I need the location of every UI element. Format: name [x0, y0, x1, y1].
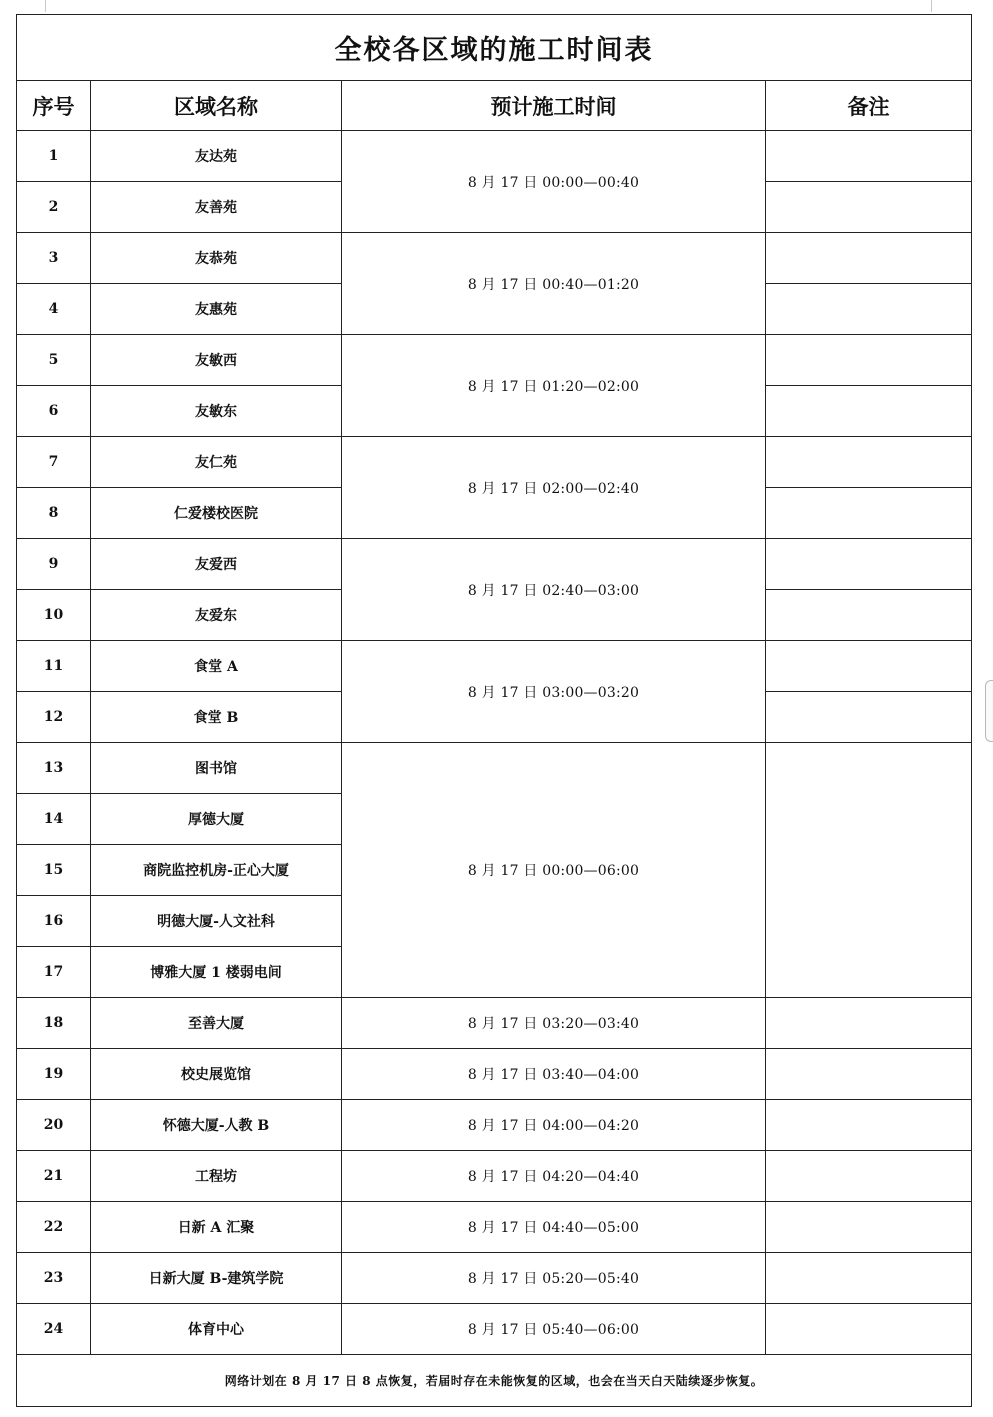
- table-row: [17, 1151, 972, 1202]
- area-cell: 怀德大厦-人教 B: [91, 1100, 342, 1151]
- area-cell: 仁爱楼校医院: [91, 488, 342, 539]
- table-row: [17, 539, 972, 590]
- seq-cell: 8: [17, 488, 91, 539]
- time-cell: 8 月 17 日 04:20—04:40: [342, 1151, 766, 1202]
- time-cell: 8 月 17 日 05:20—05:40: [342, 1253, 766, 1304]
- seq-cell: 3: [17, 233, 91, 284]
- schedule-table: [16, 14, 972, 1407]
- area-cell: 日新大厦 B-建筑学院: [91, 1253, 342, 1304]
- note-cell: [766, 284, 972, 335]
- area-cell: 厚德大厦: [91, 794, 342, 845]
- time-cell: 8 月 17 日 00:40—01:20: [342, 233, 766, 335]
- note-cell: [766, 743, 972, 998]
- seq-cell: 23: [17, 1253, 91, 1304]
- seq-cell: 14: [17, 794, 91, 845]
- note-cell: [766, 1049, 972, 1100]
- area-cell: 图书馆: [91, 743, 342, 794]
- area-cell: 友仁苑: [91, 437, 342, 488]
- area-cell: 食堂 B: [91, 692, 342, 743]
- header-seq: 序号: [17, 81, 91, 131]
- note-cell: [766, 1202, 972, 1253]
- seq-cell: 21: [17, 1151, 91, 1202]
- title-row: [17, 15, 972, 81]
- table-row: [17, 998, 972, 1049]
- area-cell: 食堂 A: [91, 641, 342, 692]
- note-cell: [766, 437, 972, 488]
- seq-cell: 6: [17, 386, 91, 437]
- time-cell: 8 月 17 日 04:40—05:00: [342, 1202, 766, 1253]
- side-scroll-handle[interactable]: [985, 680, 993, 742]
- seq-cell: 9: [17, 539, 91, 590]
- seq-cell: 1: [17, 131, 91, 182]
- ruler-mark: [931, 0, 932, 12]
- seq-cell: 7: [17, 437, 91, 488]
- time-cell: 8 月 17 日 04:00—04:20: [342, 1100, 766, 1151]
- note-cell: [766, 692, 972, 743]
- time-cell: 8 月 17 日 03:00—03:20: [342, 641, 766, 743]
- note-cell: [766, 488, 972, 539]
- area-cell: 商院监控机房-正心大厦: [91, 845, 342, 896]
- area-cell: 日新 A 汇聚: [91, 1202, 342, 1253]
- note-cell: [766, 182, 972, 233]
- area-cell: 博雅大厦 1 楼弱电间: [91, 947, 342, 998]
- time-cell: 8 月 17 日 00:00—00:40: [342, 131, 766, 233]
- time-cell: 8 月 17 日 02:40—03:00: [342, 539, 766, 641]
- header-time: 预计施工时间: [342, 81, 766, 131]
- seq-cell: 11: [17, 641, 91, 692]
- note-cell: [766, 386, 972, 437]
- area-cell: 友爱西: [91, 539, 342, 590]
- area-cell: 明德大厦-人文社科: [91, 896, 342, 947]
- time-cell: 8 月 17 日 02:00—02:40: [342, 437, 766, 539]
- area-cell: 友恭苑: [91, 233, 342, 284]
- area-cell: 友爱东: [91, 590, 342, 641]
- seq-cell: 16: [17, 896, 91, 947]
- table-row: [17, 1049, 972, 1100]
- seq-cell: 19: [17, 1049, 91, 1100]
- seq-cell: 20: [17, 1100, 91, 1151]
- seq-cell: 22: [17, 1202, 91, 1253]
- seq-cell: 12: [17, 692, 91, 743]
- table-title: 全校各区域的施工时间表: [17, 15, 972, 81]
- seq-cell: 5: [17, 335, 91, 386]
- time-cell: 8 月 17 日 03:20—03:40: [342, 998, 766, 1049]
- area-cell: 友敏东: [91, 386, 342, 437]
- note-cell: [766, 641, 972, 692]
- seq-cell: 15: [17, 845, 91, 896]
- note-cell: [766, 590, 972, 641]
- seq-cell: 17: [17, 947, 91, 998]
- note-cell: [766, 539, 972, 590]
- note-cell: [766, 1100, 972, 1151]
- note-cell: [766, 1151, 972, 1202]
- table-row: [17, 1253, 972, 1304]
- area-cell: 友善苑: [91, 182, 342, 233]
- note-cell: [766, 233, 972, 284]
- table-row: [17, 1100, 972, 1151]
- table-row: [17, 1304, 972, 1355]
- footer-note: 网络计划在 8 月 17 日 8 点恢复，若届时存在未能恢复的区域，也会在当天白天陆续逐步恢复。: [17, 1355, 972, 1407]
- area-cell: 工程坊: [91, 1151, 342, 1202]
- table-row: [17, 437, 972, 488]
- table-row: [17, 1202, 972, 1253]
- table-row: [17, 335, 972, 386]
- time-cell: 8 月 17 日 05:40—06:00: [342, 1304, 766, 1355]
- header-row: [17, 81, 972, 131]
- header-area: 区域名称: [91, 81, 342, 131]
- ruler-marks: [0, 0, 993, 14]
- seq-cell: 4: [17, 284, 91, 335]
- seq-cell: 13: [17, 743, 91, 794]
- time-cell: 8 月 17 日 00:00—06:00: [342, 743, 766, 998]
- area-cell: 至善大厦: [91, 998, 342, 1049]
- note-cell: [766, 1253, 972, 1304]
- area-cell: 友敏西: [91, 335, 342, 386]
- table-row: [17, 233, 972, 284]
- area-cell: 友达苑: [91, 131, 342, 182]
- time-cell: 8 月 17 日 03:40—04:00: [342, 1049, 766, 1100]
- note-cell: [766, 1304, 972, 1355]
- seq-cell: 2: [17, 182, 91, 233]
- table-row: [17, 641, 972, 692]
- table-row: [17, 131, 972, 182]
- area-cell: 体育中心: [91, 1304, 342, 1355]
- area-cell: 校史展览馆: [91, 1049, 342, 1100]
- table-row: [17, 743, 972, 794]
- time-cell: 8 月 17 日 01:20—02:00: [342, 335, 766, 437]
- ruler-mark: [45, 0, 46, 12]
- area-cell: 友惠苑: [91, 284, 342, 335]
- seq-cell: 10: [17, 590, 91, 641]
- header-note: 备注: [766, 81, 972, 131]
- seq-cell: 18: [17, 998, 91, 1049]
- note-cell: [766, 335, 972, 386]
- note-cell: [766, 998, 972, 1049]
- footer-row: [17, 1355, 972, 1407]
- seq-cell: 24: [17, 1304, 91, 1355]
- note-cell: [766, 131, 972, 182]
